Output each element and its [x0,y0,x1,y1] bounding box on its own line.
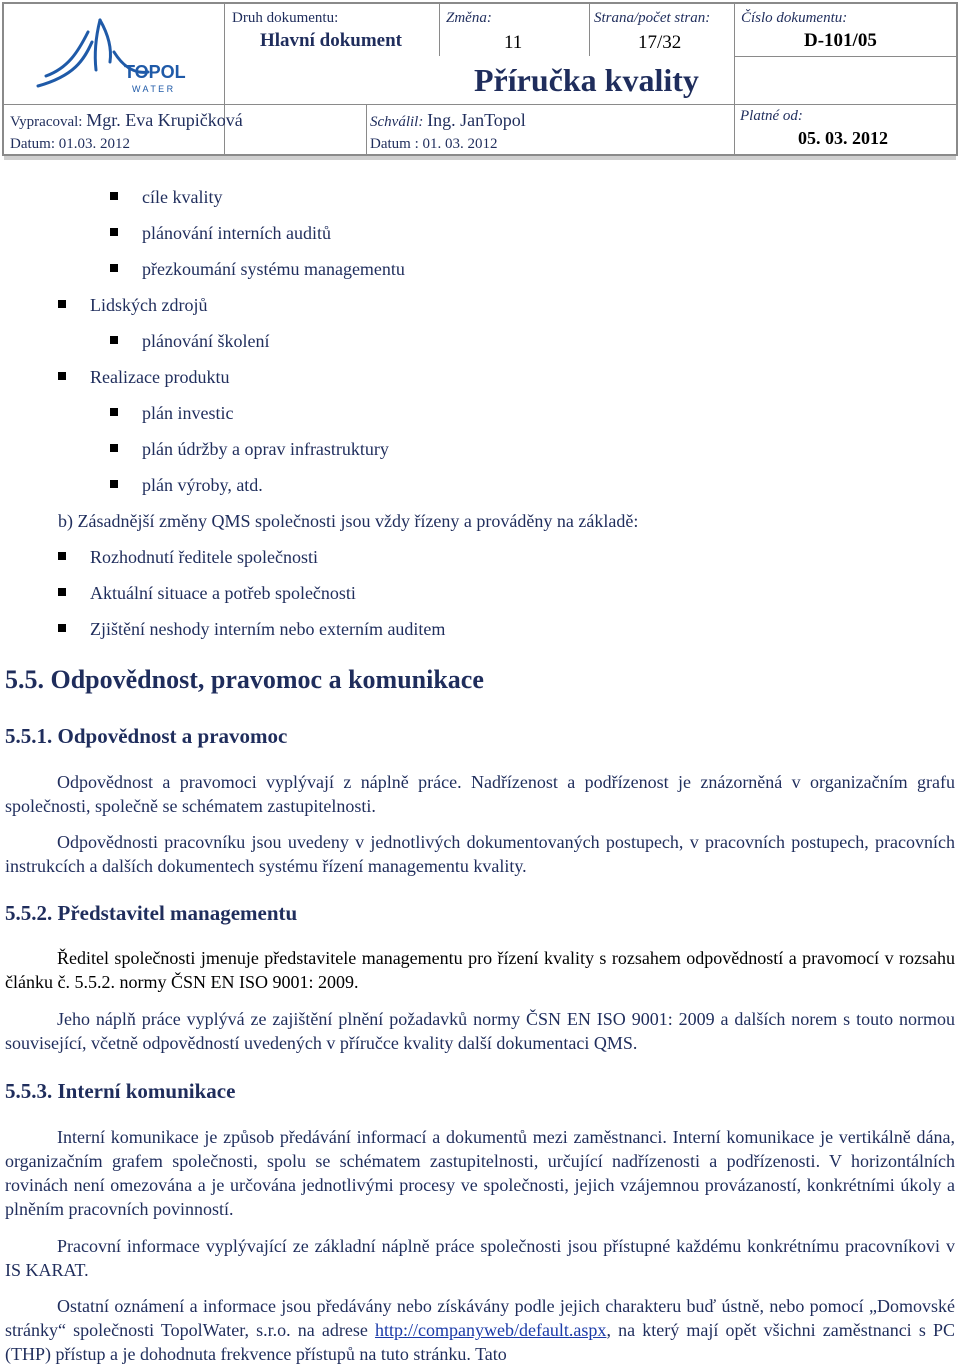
list-item: Zjištění neshody interním nebo externím auditem [90,619,446,639]
bullet-icon [110,192,118,200]
subsection-heading: 5.5.1. Odpovědnost a pravomoc [5,724,288,748]
divider [4,104,956,105]
divider [366,104,367,154]
section-heading: 5.5. Odpovědnost, pravomoc a komunikace [5,665,484,694]
paragraph: Interní komunikace je způsob předávání informací a dokumentů mezi zaměstnanci. Interní komunikace je vertikálně dána, organizačním grafem společnosti, spolu se schématem zastupitelnosti, určující nadřízenosti a podřízenosti. V horizontálních rovinách není omezována a je určována jednotlivými procesy ve společnosti, jejich vzájemnou provázaností, konkrétními úkoly a plněním pracovních povinností. [5,1127,955,1219]
bullet-icon [58,588,66,596]
bullet-icon [110,336,118,344]
prepared-by: Vypracoval: Mgr. Eva Krupičková [10,110,243,130]
bullet-icon [110,444,118,452]
bullet-icon [110,228,118,236]
paragraph: Odpovědnost a pravomoci vyplývají z náplně práce. Nadřízenost a podřízenost je znázorněná v organizačním grafu společnosti, společně se schématem zastupitelnosti. [5,772,955,816]
paragraph [5,1294,955,1366]
divider [734,56,956,57]
paragraph-text: Ostatní oznámení a informace jsou předávány nebo získávány podle jejich charakteru buď ústně, nebo pomocí „Domovské stránky“ společnosti TopolWater, s.r.o. na adrese [5,1296,955,1340]
list-intro-b: b) Zásadnější změny QMS společnosti jsou vždy řízeny a prováděny na základě: [58,511,639,531]
prepared-date: Datum: 01.03. 2012 [10,136,130,152]
companyweb-link[interactable]: http://companyweb/default.aspx [374,1320,607,1340]
document-title: Příručka kvality [474,62,699,98]
list-item: plán investic [142,403,234,423]
list-item: Lidských zdrojů [90,295,208,315]
paragraph: Pracovní informace vyplývající ze základní náplně práce společnosti jsou přístupné každému konkrétnímu pracovníkovi v IS KARAT. [5,1236,955,1280]
valid-from-label: Platné od: [740,108,803,124]
svg-text:TOPOL: TOPOL [124,62,186,82]
change-value: 11 [504,32,523,53]
list-item: plánování interních auditů [142,223,331,243]
paragraph: Jeho náplň práce vyplývá ze zajištění plnění požadavků normy ČSN EN ISO 9001: 2009 a dalších norem s touto normou související, včetně odpovědností uvedených v příručce kvality další dokumentaci QMS. [5,1009,955,1053]
approved-by: Schválil: Ing. JanTopol [370,110,526,130]
bullet-icon [58,300,66,308]
list-item: přezkoumání systému managementu [142,259,405,279]
topol-logo [28,12,218,98]
paragraph-text: , na který mají opět všichni zaměstnanci s PC (THP) přístup a je dohodnuta frekvence přístupů na tuto stránku. Tato [5,1320,955,1364]
list-item: Realizace produktu [90,367,230,387]
bullet-icon [58,372,66,380]
divider [439,4,440,56]
list-item: Aktuální situace a potřeb společnosti [90,583,356,603]
list-item: Rozhodnutí ředitele společnosti [90,547,318,567]
paragraph: Ředitel společnosti jmenuje představitele managementu pro řízení kvality s rozsahem odpovědností a pravomocí v rozsahu článku č. 5.5.2. normy ČSN EN ISO 9001: 2009. [5,948,955,992]
bullet-icon [58,552,66,560]
subsection-heading: 5.5.2. Představitel managementu [5,901,298,925]
bullet-icon [110,264,118,272]
doc-type-label: Druh dokumentu: [232,10,339,26]
paragraph: Odpovědnosti pracovníku jsou uvedeny v jednotlivých dokumentovaných postupech, v pracovních postupech, pracovních instrukcích a dalších dokumentech systému řízení managementu kvality. [5,832,955,876]
bullet-icon [58,624,66,632]
list-item: plánování školení [142,331,270,351]
pages-label: Strana/počet stran: [594,10,711,26]
bullet-icon [110,408,118,416]
valid-from-value: 05. 03. 2012 [798,128,888,148]
subsection-heading: 5.5.3. Interní komunikace [5,1079,236,1103]
svg-text:W A T E R: W A T E R [132,84,174,94]
doc-type-value: Hlavní dokument [260,30,403,51]
divider [589,4,590,56]
doc-number-label: Číslo dokumentu: [741,10,848,26]
approved-date: Datum : 01. 03. 2012 [370,136,498,152]
list-item: plán výroby, atd. [142,475,263,495]
header-shadow [4,156,956,160]
change-label: Změna: [446,10,492,26]
doc-number-value: D-101/05 [804,30,877,51]
divider [224,4,225,154]
list-item: plán údržby a oprav infrastruktury [142,439,389,459]
bullet-icon [110,480,118,488]
list-item: cíle kvality [142,187,223,207]
pages-value: 17/32 [638,32,682,53]
document-header [2,2,958,156]
divider [734,4,735,154]
